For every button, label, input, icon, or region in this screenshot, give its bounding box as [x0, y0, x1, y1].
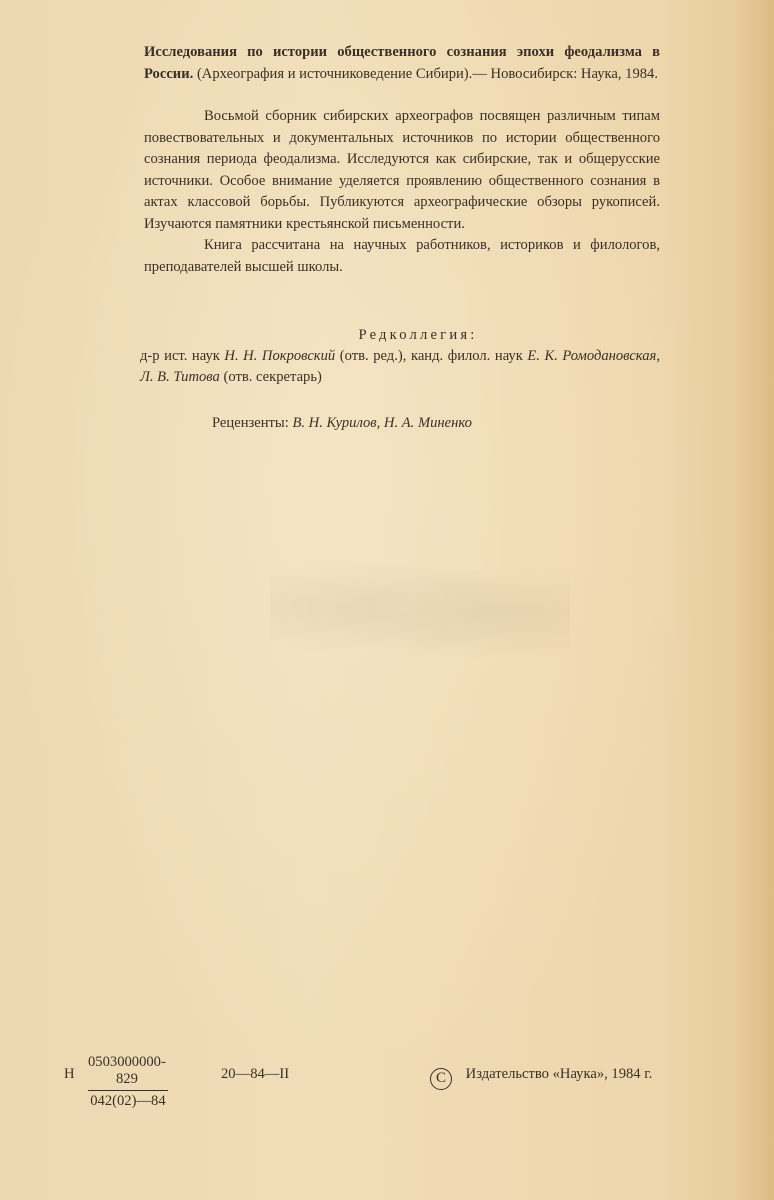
imprint-denominator: 042(02)—84 [90, 1093, 166, 1109]
editor-name: Н. Н. Покровский [224, 348, 336, 364]
abstract [144, 106, 660, 278]
imprint-fraction [88, 1054, 168, 1110]
copyright-text: Издательство «Наука», 1984 г. [465, 1066, 653, 1082]
role-text: (отв. секретарь) [223, 369, 322, 385]
abstract-paragraph: Книга рассчитана на научных работников, историков и филологов, преподавателей высшей школы. [144, 237, 660, 275]
reviewers [212, 415, 472, 432]
editor-name: Е. К. Ромодановская, [527, 348, 660, 364]
annotation-details: (Археография и источниковедение Сибири).— Новосибирск: Наука, 1984. [196, 65, 658, 82]
imprint-prefix: Н [64, 1066, 75, 1082]
imprint-suffix: 20—84—II [221, 1066, 290, 1082]
editorial-board-members [140, 346, 660, 388]
degree-text: д-р ист. наук [140, 348, 220, 364]
bibliographic-annotation [144, 42, 660, 85]
show-through-print [270, 548, 570, 668]
copyright-icon: C [430, 1068, 452, 1090]
editorial-board-heading: Редколлегия: [358, 327, 478, 343]
annotation-title: Исследования по истории общественного сознания эпохи феодализма в России. [144, 44, 660, 82]
page-edge-shadow [734, 0, 774, 1200]
reviewers-label: Рецензенты: [212, 415, 289, 431]
editor-name: Л. В. Титова [140, 369, 220, 385]
degree-text: (отв. ред.), канд. филол. наук [339, 348, 523, 364]
editorial-board [140, 325, 660, 388]
copyright-line [430, 1066, 652, 1090]
abstract-paragraph: Восьмой сборник сибирских археографов посвящен различным типам повествовательных и документальных источников по истории общественного сознания периода феодализма. Исследуются как сибирские, так и общерусские источники. Особое внимание уделяется проявлению общественного сознания в актах классовой борьбы. Публикуются археографические обзоры рукописей. Изучаются памятники крестьянской письменности. [144, 108, 660, 232]
reviewers-names: В. Н. Курилов, Н. А. Миненко [292, 415, 472, 431]
imprint-numerator: 0503000000-829 [88, 1054, 168, 1091]
